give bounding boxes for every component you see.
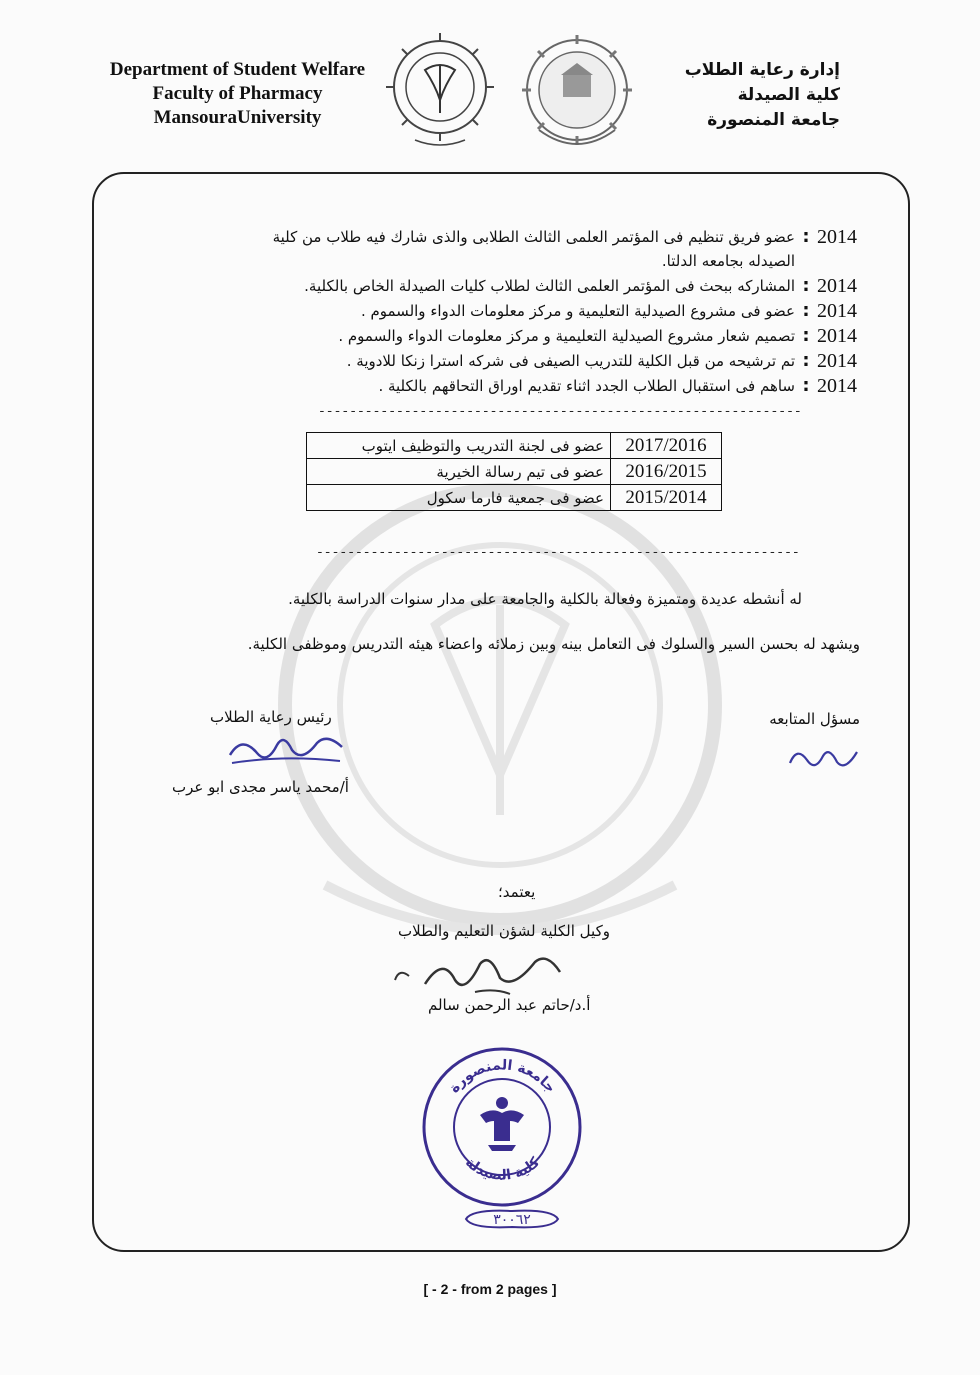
header-arabic	[685, 58, 840, 133]
eagle-icon	[480, 1097, 524, 1151]
approval-label: يعتمد؛	[498, 883, 536, 901]
activity-text: تم ترشيحه من قبل الكلية للتدريب الصيفى فى شركه استرا زنكا للادوية .	[346, 352, 795, 370]
follow-up-signature	[785, 738, 865, 778]
stamp-top-text: جامعة المنصورة	[446, 1057, 559, 1097]
vice-dean-title: وكيل الكلية لشؤن التعليم والطلاب	[398, 922, 610, 940]
welfare-head-signature	[222, 725, 352, 770]
activity-text: ساهم فى استقبال الطلاب الجدد اثناء تقديم اوراق التحاقهم بالكلية .	[378, 377, 795, 395]
welfare-head-name: أ/محمد ياسر مجدى ابو عرب	[172, 778, 349, 796]
conduct-paragraph: ويشهد له بحسن السير والسلوك فى التعامل بينه وبين زملائه واعضاء هيئه التدريس وموظفى الكلية.	[247, 635, 860, 653]
table-row	[307, 485, 722, 511]
vice-dean-name: أ.د/حاتم عبد الرحمن سالم	[428, 996, 591, 1014]
university-logo	[517, 30, 637, 160]
page-indicator: [ - 2 - from 2 pages ]	[423, 1281, 557, 1297]
activity-year: 2014	[817, 325, 857, 347]
header-ar-line-3: جامعة المنصورة	[707, 110, 840, 130]
activity-year: 2014	[817, 275, 857, 297]
activity-year: 2014	[817, 375, 857, 397]
separator-line: --------------------------------------------------------------	[318, 404, 802, 419]
activities-list	[225, 225, 875, 399]
header-ar-line-2: كلية الصيدلة	[737, 85, 840, 105]
serial-text: ٣٠٠٦٢	[493, 1212, 531, 1228]
activity-year: 2014	[817, 350, 857, 372]
svg-text:جامعة المنصورة	[446, 1057, 558, 1096]
vice-dean-signature	[385, 950, 570, 998]
role-year: 2015/2014	[611, 485, 722, 511]
activity-text: عضو فريق تنظيم فى المؤتمر العلمى الثالث الطلابى والذى شارك فيه طلاب من كلية الصيدله بجامعه الدلتا.	[272, 228, 795, 270]
list-item: 2014 : المشاركه ببحث فى المؤتمر العلمى الثالث لطلاب كليات الصيدلة الخاص بالكلية.	[225, 274, 875, 298]
header-ar-line-1: إدارة رعاية الطلاب	[684, 60, 840, 80]
role-year: 2017/2016	[611, 433, 722, 459]
header-en-line-3: MansouraUniversity	[153, 107, 322, 128]
role-year: 2016/2015	[611, 459, 722, 485]
activity-text: المشاركه ببحث فى المؤتمر العلمى الثالث لطلاب كليات الصيدلة الخاص بالكلية.	[304, 277, 795, 295]
activity-text: عضو فى مشروع الصيدلية التعليمية و مركز معلومات الدواء والسموم .	[360, 302, 795, 320]
header-en-line-1: Department of Student Welfare	[109, 59, 366, 80]
follow-up-title: مسؤل المتابعه	[769, 710, 860, 728]
welfare-head-title: رئيس رعاية الطلاب	[210, 708, 332, 726]
separator-line: --------------------------------------------------------------	[316, 545, 800, 560]
official-stamp	[420, 1045, 585, 1210]
roles-table	[306, 432, 722, 511]
table-row	[307, 433, 722, 459]
faculty-logo	[385, 25, 495, 155]
list-item: 2014 : تم ترشيحه من قبل الكلية للتدريب الصيفى فى شركه استرا زنكا للادوية .	[225, 349, 875, 373]
role-text: عضو فى تيم رسالة الخيرية	[307, 459, 611, 485]
activity-year: 2014	[817, 226, 857, 248]
header-en-line-2: Faculty of Pharmacy	[152, 83, 323, 104]
list-item: 2014 : تصميم شعار مشروع الصيدلية التعليمية و مركز معلومات الدواء والسموم .	[225, 324, 875, 348]
list-item: 2014 : ساهم فى استقبال الطلاب الجدد اثناء تقديم اوراق التحاقهم بالكلية .	[225, 374, 875, 398]
list-item: 2014 : عضو فى مشروع الصيدلية التعليمية و مركز معلومات الدواء والسموم .	[225, 299, 875, 323]
activities-paragraph: له أنشطه عديدة ومتميزة وفعالة بالكلية والجامعة على مدار سنوات الدراسة بالكلية.	[288, 590, 802, 608]
table-row	[307, 459, 722, 485]
serial-number	[462, 1205, 562, 1233]
role-text: عضو فى جمعية فارما سكول	[307, 485, 611, 511]
stamp-bottom-text: كلية الصيدلة	[461, 1154, 544, 1185]
list-item: 2014 : عضو فريق تنظيم فى المؤتمر العلمى الثالث الطلابى والذى شارك فيه طلاب من كلية الصيدله بجامعه الدلتا.	[225, 225, 875, 273]
svg-text:كلية الصيدلة	[462, 1154, 544, 1184]
role-text: عضو فى لجنة التدريب والتوظيف ايتوب	[307, 433, 611, 459]
activity-year: 2014	[817, 300, 857, 322]
activity-text: تصميم شعار مشروع الصيدلية التعليمية و مركز معلومات الدواء والسموم .	[338, 327, 795, 345]
header-english	[95, 58, 380, 130]
